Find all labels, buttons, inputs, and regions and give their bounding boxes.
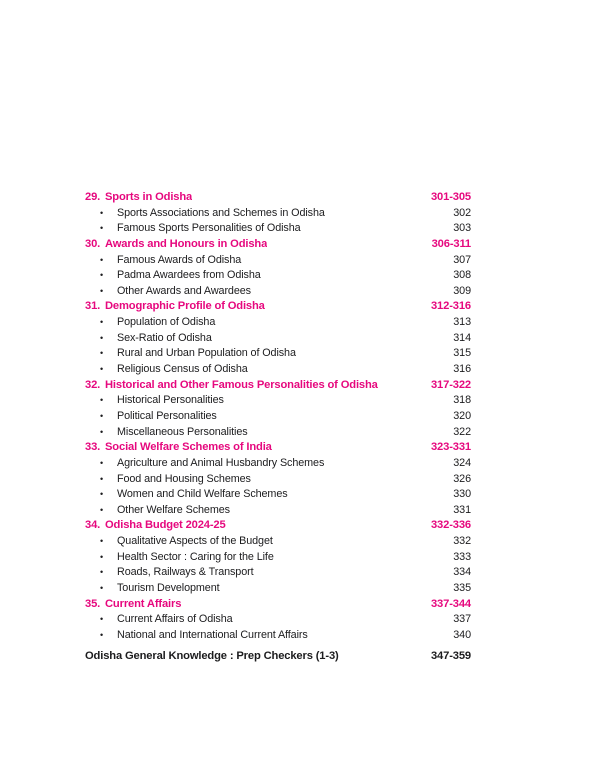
toc-item-row xyxy=(85,534,471,550)
bullet-icon: • xyxy=(100,395,104,406)
chapter-pages: 337-344 xyxy=(430,597,471,610)
chapter-pages: 317-322 xyxy=(430,378,471,391)
item-page: 332 xyxy=(453,535,471,548)
bullet-icon: • xyxy=(100,629,104,640)
toc-item-row xyxy=(85,206,471,222)
item-label: Historical Personalities xyxy=(117,394,224,407)
item-label: Rural and Urban Population of Odisha xyxy=(117,347,296,360)
item-label: Political Personalities xyxy=(117,409,217,422)
prep-checkers-title: Odisha General Knowledge : Prep Checkers (1-3) xyxy=(85,650,339,663)
chapter-title: Odisha Budget 2024-25 xyxy=(105,519,226,532)
toc-item-row xyxy=(85,331,471,347)
toc-item-row xyxy=(85,456,471,472)
bullet-icon: • xyxy=(100,410,104,421)
bullet-icon: • xyxy=(100,223,104,234)
chapter-row xyxy=(85,518,471,534)
chapter-number: 34. xyxy=(85,519,101,532)
toc-item-row xyxy=(85,221,471,237)
chapter-pages: 312-316 xyxy=(430,300,471,313)
chapter-pages: 306-311 xyxy=(431,237,471,250)
toc-item-row xyxy=(85,487,471,503)
item-label: Qualitative Aspects of the Budget xyxy=(117,535,273,548)
toc-item-row xyxy=(85,612,471,628)
bullet-icon: • xyxy=(100,426,104,437)
item-page: 322 xyxy=(453,425,471,438)
item-page: 316 xyxy=(453,363,471,376)
bullet-icon: • xyxy=(100,364,104,375)
toc-item-row xyxy=(85,565,471,581)
item-page: 333 xyxy=(453,550,471,563)
item-label: Padma Awardees from Odisha xyxy=(117,269,261,282)
item-page: 303 xyxy=(453,222,471,235)
item-page: 308 xyxy=(453,269,471,282)
bullet-icon: • xyxy=(100,504,104,515)
prep-checkers-row xyxy=(85,649,471,665)
item-label: Current Affairs of Odisha xyxy=(117,613,233,626)
item-page: 309 xyxy=(453,284,471,297)
item-label: Other Welfare Schemes xyxy=(117,503,230,516)
item-page: 340 xyxy=(453,628,471,641)
item-label: Women and Child Welfare Schemes xyxy=(117,488,288,501)
chapter-title: Historical and Other Famous Personalities of Odisha xyxy=(105,378,378,391)
item-label: Health Sector : Caring for the Life xyxy=(117,550,274,563)
toc-item-row xyxy=(85,315,471,331)
toc-item-row xyxy=(85,472,471,488)
item-label: Famous Awards of Odisha xyxy=(117,253,242,266)
chapter-pages: 301-305 xyxy=(430,191,471,203)
toc-item-row xyxy=(85,409,471,425)
item-page: 330 xyxy=(453,488,471,501)
chapter-number: 35. xyxy=(85,597,101,610)
item-page: 326 xyxy=(453,472,471,485)
chapter-row xyxy=(85,190,471,206)
toc-item-row xyxy=(85,362,471,378)
chapter-title: Social Welfare Schemes of India xyxy=(105,441,272,454)
prep-checkers-pages: 347-359 xyxy=(430,650,471,663)
chapter-title: Sports in Odisha xyxy=(105,191,193,203)
item-label: Agriculture and Animal Husbandry Schemes xyxy=(117,456,325,469)
item-page: 313 xyxy=(453,316,471,329)
bullet-icon: • xyxy=(100,583,104,594)
chapter-number: 31. xyxy=(85,300,101,313)
toc-item-row xyxy=(85,268,471,284)
item-label: Population of Odisha xyxy=(117,316,216,329)
item-page: 334 xyxy=(453,566,471,579)
bullet-icon: • xyxy=(100,614,104,625)
chapter-pages: 323-331 xyxy=(430,441,471,454)
toc-item-row xyxy=(85,550,471,566)
item-page: 324 xyxy=(453,456,471,469)
toc-item-row xyxy=(85,581,471,597)
item-page: 331 xyxy=(453,503,471,516)
bullet-icon: • xyxy=(100,285,104,296)
bullet-icon: • xyxy=(100,551,104,562)
bullet-icon: • xyxy=(100,317,104,328)
item-page: 335 xyxy=(453,582,471,595)
bullet-icon: • xyxy=(100,536,104,547)
item-page: 314 xyxy=(453,331,471,344)
item-page: 307 xyxy=(453,253,471,266)
bullet-icon: • xyxy=(100,254,104,265)
toc-item-row xyxy=(85,284,471,300)
item-page: 337 xyxy=(453,613,471,626)
chapter-row xyxy=(85,440,471,456)
bullet-icon: • xyxy=(100,567,104,578)
chapter-row xyxy=(85,299,471,315)
chapter-title: Awards and Honours in Odisha xyxy=(105,237,268,250)
chapter-title: Current Affairs xyxy=(105,597,182,610)
item-page: 318 xyxy=(453,394,471,407)
chapter-number: 29. xyxy=(85,191,101,203)
chapter-row xyxy=(85,237,471,253)
chapter-title: Demographic Profile of Odisha xyxy=(105,300,265,313)
item-page: 302 xyxy=(453,206,471,219)
chapter-pages: 332-336 xyxy=(430,519,471,532)
item-label: Miscellaneous Personalities xyxy=(117,425,248,438)
item-label: National and International Current Affairs xyxy=(117,628,308,641)
toc-list xyxy=(85,190,471,644)
chapter-number: 30. xyxy=(85,237,101,250)
bullet-icon: • xyxy=(100,348,104,359)
bullet-icon: • xyxy=(100,332,104,343)
item-label: Roads, Railways & Transport xyxy=(117,566,254,579)
toc-item-row xyxy=(85,425,471,441)
chapter-number: 33. xyxy=(85,441,101,454)
item-label: Sex-Ratio of Odisha xyxy=(117,331,212,344)
toc-item-row xyxy=(85,628,471,644)
item-label: Religious Census of Odisha xyxy=(117,363,248,376)
bullet-icon: • xyxy=(100,489,104,500)
item-label: Tourism Development xyxy=(117,582,220,595)
item-label: Other Awards and Awardees xyxy=(117,284,251,297)
chapter-number: 32. xyxy=(85,378,101,391)
toc-item-row xyxy=(85,253,471,269)
toc-item-row xyxy=(85,503,471,519)
item-label: Sports Associations and Schemes in Odisha xyxy=(117,206,325,219)
item-label: Food and Housing Schemes xyxy=(117,472,251,485)
bullet-icon: • xyxy=(100,457,104,468)
toc-item-row xyxy=(85,346,471,362)
bullet-icon: • xyxy=(100,207,104,218)
bullet-icon: • xyxy=(100,270,104,281)
chapter-row xyxy=(85,378,471,394)
item-label: Famous Sports Personalities of Odisha xyxy=(117,222,301,235)
table-of-contents xyxy=(85,190,471,665)
bullet-icon: • xyxy=(100,473,104,484)
chapter-row xyxy=(85,597,471,613)
item-page: 315 xyxy=(453,347,471,360)
toc-item-row xyxy=(85,393,471,409)
item-page: 320 xyxy=(453,409,471,422)
